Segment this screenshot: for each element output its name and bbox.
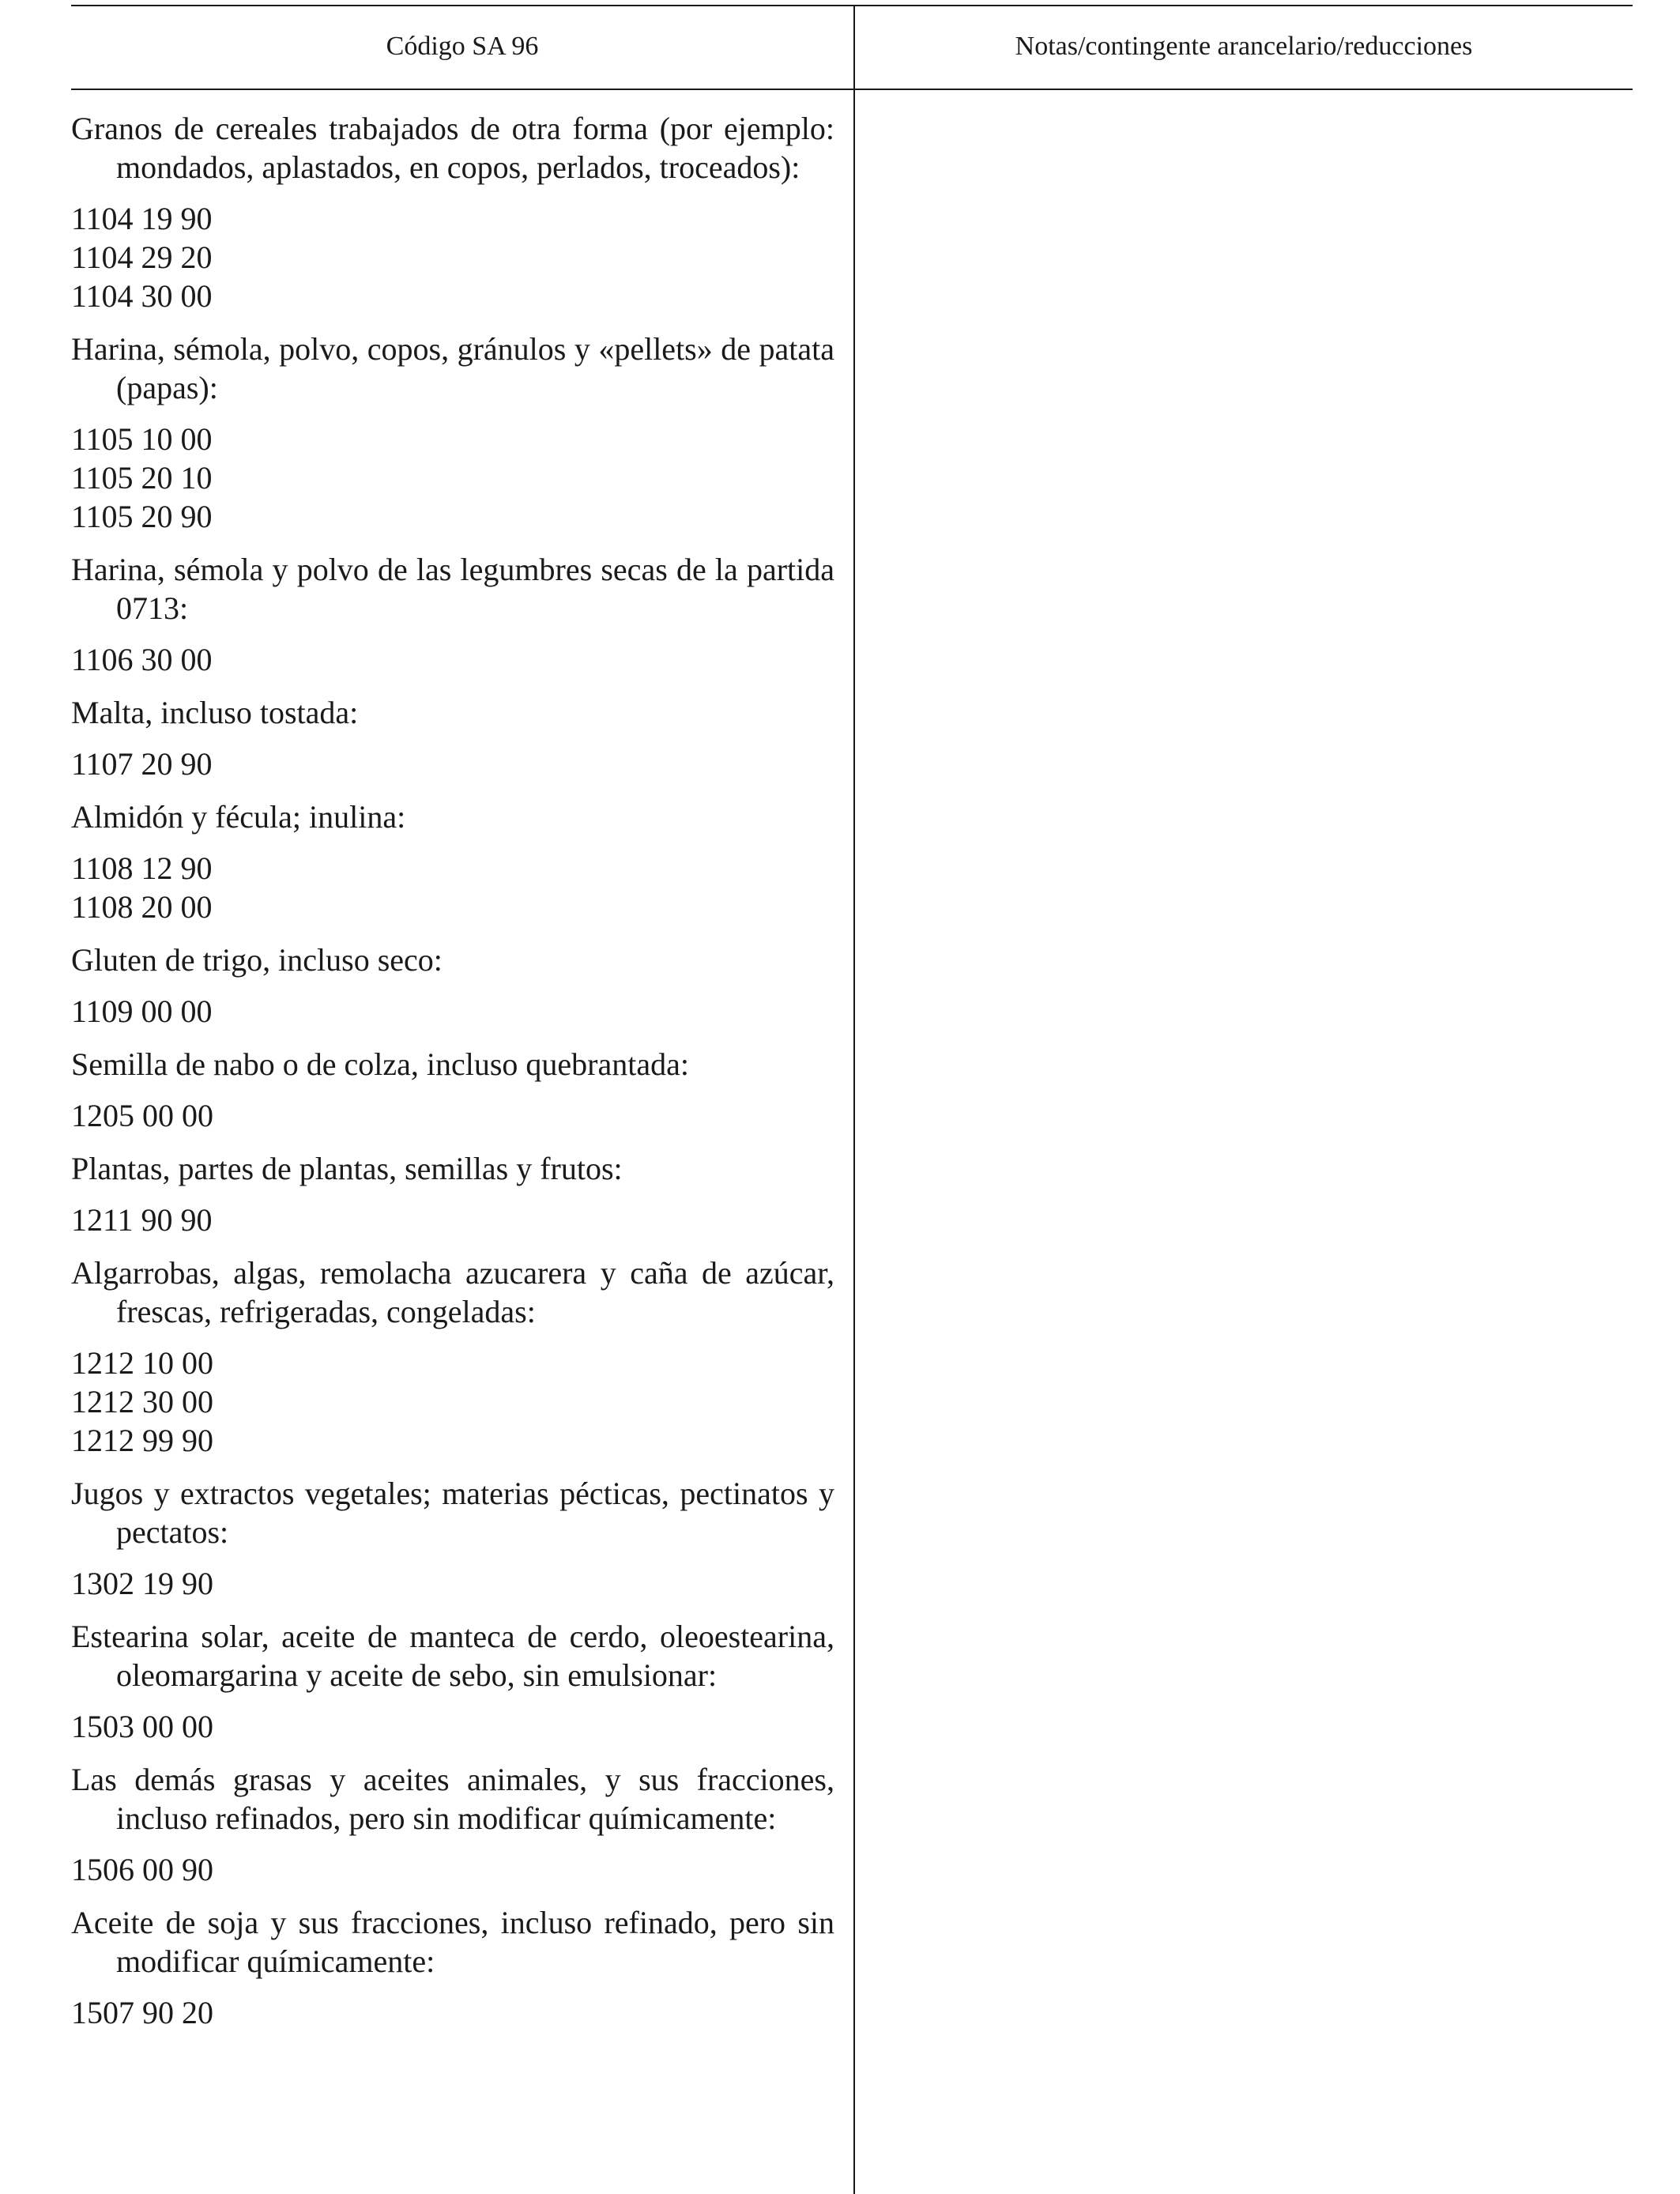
- tariff-group: [71, 693, 834, 783]
- group-description: Harina, sémola y polvo de las legumbres secas de la partida 0713:: [71, 552, 834, 626]
- hs-code: 1106 30 00: [71, 642, 213, 677]
- hs-code: 1107 20 90: [71, 746, 213, 782]
- hs-code: 1105 20 90: [71, 499, 213, 534]
- hs-code: 1503 00 00: [71, 1709, 213, 1744]
- hs-code: 1105 10 00: [71, 421, 213, 457]
- group-description: Almidón y fécula; inulina:: [71, 799, 406, 835]
- hs-code: 1507 90 20: [71, 1995, 213, 2030]
- hs-code: 1212 10 00: [71, 1345, 213, 1381]
- code-list: [71, 640, 834, 679]
- group-description: Harina, sémola, polvo, copos, gránulos y «pellets» de patata (papas):: [71, 331, 834, 405]
- code-list: [71, 1564, 834, 1603]
- hs-code: 1105 20 10: [71, 460, 213, 496]
- tariff-group: [71, 330, 834, 536]
- header-notes: Notas/contingente arancelario/reducciones: [1015, 32, 1473, 61]
- code-list: [71, 992, 834, 1031]
- hs-code: 1212 99 90: [71, 1423, 213, 1458]
- code-list: [71, 1201, 834, 1239]
- tariff-group: [71, 550, 834, 679]
- hs-code: 1302 19 90: [71, 1566, 213, 1601]
- code-list: [71, 1707, 834, 1746]
- code-list: [71, 745, 834, 783]
- code-list: [71, 1993, 834, 2032]
- code-list: [71, 1344, 834, 1460]
- hs-code: 1211 90 90: [71, 1202, 213, 1238]
- code-list: [71, 420, 834, 536]
- group-description: Gluten de trigo, incluso seco:: [71, 942, 443, 978]
- header-hs-code: Código SA 96: [386, 32, 539, 61]
- tariff-group: [71, 1474, 834, 1603]
- hs-code: 1205 00 00: [71, 1098, 213, 1133]
- code-list: [71, 1096, 834, 1135]
- group-description: Estearina solar, aceite de manteca de cerdo, oleoestearina, oleomargarina y aceite de sebo, sin emulsionar:: [71, 1619, 834, 1693]
- group-description: Malta, incluso tostada:: [71, 695, 359, 730]
- code-list: [71, 1850, 834, 1889]
- code-list: [71, 849, 834, 926]
- tariff-group: [71, 797, 834, 926]
- group-description: Las demás grasas y aceites animales, y sus fracciones, incluso refinados, pero sin modificar químicamente:: [71, 1762, 834, 1836]
- hs-code: 1104 19 90: [71, 201, 213, 236]
- hs-code-column: [71, 109, 834, 2046]
- tariff-group: [71, 1253, 834, 1460]
- group-description: Algarrobas, algas, remolacha azucarera y caña de azúcar, frescas, refrigeradas, congeladas:: [71, 1255, 834, 1329]
- hs-code: 1108 20 00: [71, 889, 213, 925]
- hs-code: 1506 00 90: [71, 1852, 213, 1887]
- notes-column: [855, 109, 1633, 2164]
- hs-code: 1212 30 00: [71, 1384, 213, 1419]
- tariff-group: [71, 1903, 834, 2032]
- group-description: Semilla de nabo o de colza, incluso quebrantada:: [71, 1046, 689, 1082]
- hs-code: 1108 12 90: [71, 850, 213, 886]
- tariff-group: [71, 1149, 834, 1239]
- hs-code: 1104 29 20: [71, 239, 213, 275]
- group-description: Aceite de soja y sus fracciones, incluso refinado, pero sin modificar químicamente:: [71, 1905, 834, 1979]
- tariff-group: [71, 1617, 834, 1746]
- hs-code: 1104 30 00: [71, 278, 213, 314]
- hs-code: 1109 00 00: [71, 993, 213, 1029]
- tariff-table: [71, 5, 1633, 2194]
- table-header-rule: [71, 89, 1633, 90]
- tariff-group: [71, 109, 834, 315]
- tariff-group: [71, 1045, 834, 1135]
- tariff-group: [71, 1760, 834, 1889]
- group-description: Plantas, partes de plantas, semillas y frutos:: [71, 1151, 623, 1186]
- group-description: Jugos y extractos vegetales; materias pécticas, pectinatos y pectatos:: [71, 1476, 834, 1550]
- group-description: Granos de cereales trabajados de otra forma (por ejemplo: mondados, aplastados, en copos, perlados, troceados):: [71, 111, 834, 185]
- tariff-group: [71, 941, 834, 1031]
- code-list: [71, 199, 834, 315]
